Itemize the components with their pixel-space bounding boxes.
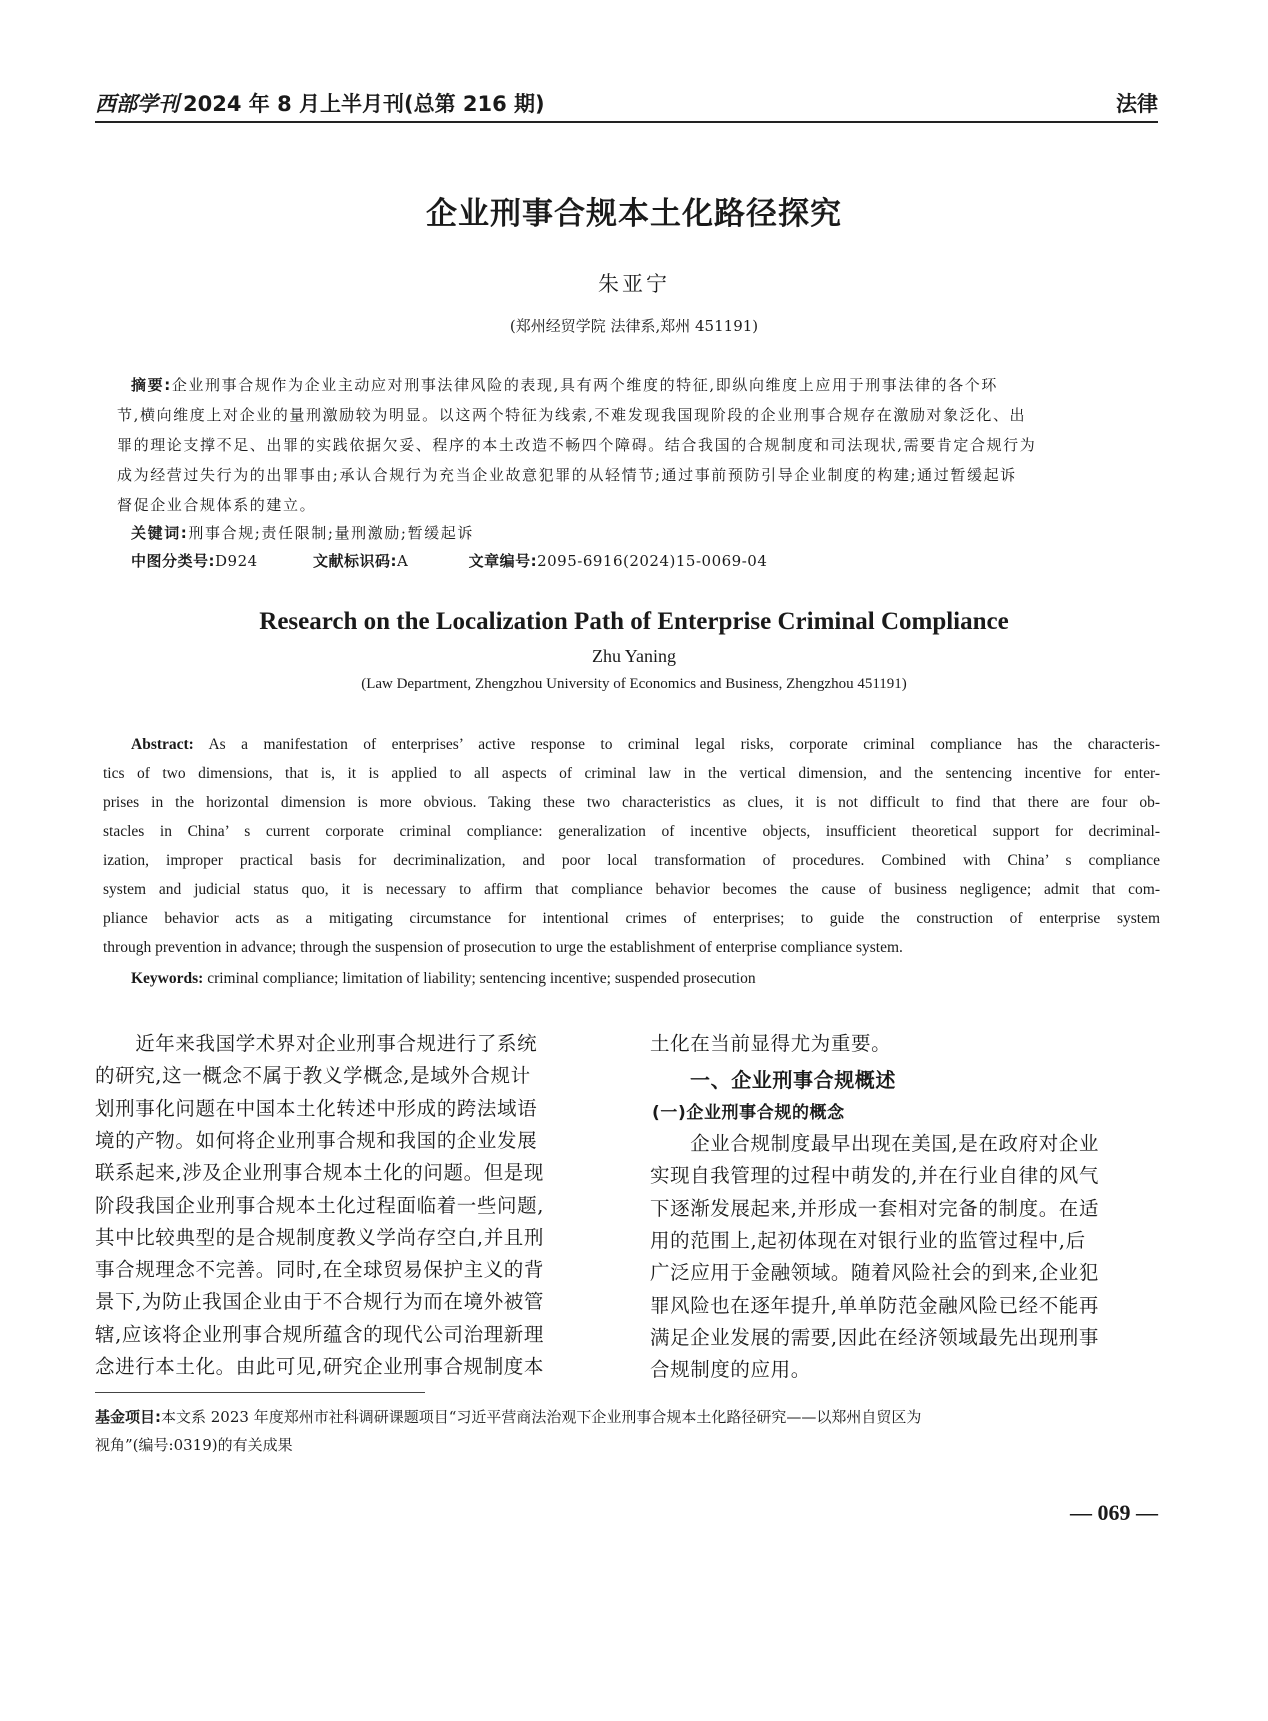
body-line: 其中比较典型的是合规制度教义学尚存空白,并且刑 xyxy=(95,1225,544,1249)
footnote-line: 视角”(编号:0319)的有关成果 xyxy=(95,1436,293,1454)
abstract-en-line: pliance behavior acts as a mitigating circumstance for intentional crimes of enterprises; to guide the construction of enterprise system xyxy=(103,910,1160,927)
abstract-zh-line: 成为经营过失行为的出罪事由;承认合规行为充当企业故意犯罪的从轻情节;通过事前预防引导企业制度的构建;通过暂缓起诉 xyxy=(117,466,1017,484)
abstract-en-line: Abstract: As a manifestation of enterprises’ active response to criminal legal risks, corporate criminal compliance has the characteris- xyxy=(131,736,1160,753)
keywords-en: Keywords: criminal compliance; limitation of liability; sentencing incentive; suspended prosecution xyxy=(131,970,756,987)
body-line: 联系起来,涉及企业刑事合规本土化的问题。但是现 xyxy=(95,1161,544,1185)
body-line: 辖,应该将企业刑事合规所蕴含的现代公司治理新理 xyxy=(95,1322,544,1346)
english-author: Zhu Yaning xyxy=(591,646,676,666)
section-heading: 一、企业刑事合规概述 xyxy=(690,1068,896,1092)
abstract-en-line: prises in the horizontal dimension is more obvious. Taking these two characteristics as clues, it is not difficult to find that there are four ob- xyxy=(103,794,1160,811)
keywords-zh: 关键词:刑事合规;责任限制;量刑激励;暂缓起诉 xyxy=(131,524,474,542)
classification-line: 中图分类号:D924 文献标识码:A 文章编号:2095-6916(2024)15-0069-04 xyxy=(131,552,768,570)
abstract-en-label: Abstract: xyxy=(131,736,194,753)
header-rule xyxy=(95,121,1158,123)
abstract-zh-line: 罪的理论支撑不足、出罪的实践依据欠妥、程序的本土改造不畅四个障碍。结合我国的合规制度和司法现状,需要肯定合规行为 xyxy=(117,436,1037,454)
body-line: 用的范围上,起初体现在对银行业的监管过程中,后 xyxy=(650,1228,1086,1252)
abstract-en-line: tics of two dimensions, that is, it is applied to all aspects of criminal law in the vertical dimension, and the sentencing incentive for enter- xyxy=(103,765,1160,782)
body-line: 罪风险也在逐年提升,单单防范金融风险已经不能再 xyxy=(650,1293,1099,1317)
affiliation: (郑州经贸学院 法律系,郑州 451191) xyxy=(509,317,759,335)
body-line: 念进行本土化。由此可见,研究企业刑事合规制度本 xyxy=(95,1355,544,1378)
body-line: 近年来我国学术界对企业刑事合规进行了系统 xyxy=(95,1032,538,1055)
abstract-en-line: through prevention in advance; through the suspension of prosecution to urge the establishment of enterprise compliance system. xyxy=(103,939,903,956)
section-label: 法律 xyxy=(1116,92,1158,116)
journal-logo: 西部学刊 xyxy=(95,91,179,116)
body-line: 下逐渐发展起来,并形成一套相对完备的制度。在适 xyxy=(650,1196,1099,1220)
body-line: 的研究,这一概念不属于教义学概念,是域外合规计 xyxy=(95,1064,531,1088)
paper-title: 企业刑事合规本土化路径探究 xyxy=(426,196,842,232)
page-number: — 069 — xyxy=(1070,1500,1158,1525)
issue-text: 2024 年 8 月上半月刊(总第 216 期) xyxy=(183,92,545,116)
subsection-heading: (一)企业刑事合规的概念 xyxy=(652,1103,845,1123)
abstract-zh-line: 摘要:企业刑事合规作为企业主动应对刑事法律风险的表现,具有两个维度的特征,即纵向维度上应用于刑事法律的各个环 xyxy=(131,376,998,394)
body-line: 土化在当前显得尤为重要。 xyxy=(650,1032,892,1055)
body-line: 事合规理念不完善。同时,在全球贸易保护主义的背 xyxy=(95,1258,544,1282)
body-line: 景下,为防止我国企业由于不合规行为而在境外被管 xyxy=(95,1290,544,1314)
body-line: 合规制度的应用。 xyxy=(650,1358,811,1382)
body-line: 境的产物。如何将企业刑事合规和我国的企业发展 xyxy=(95,1128,538,1152)
running-header-issue xyxy=(95,88,545,118)
abstract-zh-line: 督促企业合规体系的建立。 xyxy=(117,496,317,514)
abstract-zh-line: 节,横向维度上对企业的量刑激励较为明显。以这两个特征为线索,不难发现我国现阶段的企业刑事合规存在激励对象泛化、出 xyxy=(117,406,1027,424)
body-line: 广泛应用于金融领域。随着风险社会的到来,企业犯 xyxy=(650,1261,1099,1285)
abstract-en-line: ization, improper practical basis for decriminalization, and poor local transformation of procedures. Combined with China’ s compliance xyxy=(103,852,1160,869)
abstract-en-line: system and judicial status quo, it is necessary to affirm that compliance behavior becomes the cause of business negligence; admit that com- xyxy=(103,881,1160,898)
body-line: 满足企业发展的需要,因此在经济领域最先出现刑事 xyxy=(650,1325,1099,1349)
author: 朱亚宁 xyxy=(598,272,670,296)
body-line: 阶段我国企业刑事合规本土化过程面临着一些问题, xyxy=(95,1193,544,1217)
body-line: 划刑事化问题在中国本土化转述中形成的跨法域语 xyxy=(95,1096,538,1120)
abstract-en-line: stacles in China’ s current corporate criminal compliance: generalization of incentive objects, insufficient theoretical support for decriminal- xyxy=(103,823,1160,840)
footnote-line: 基金项目:本文系 2023 年度郑州市社科调研课题项目“习近平营商法治观下企业刑事合规本土化路径研究——以郑州自贸区为 xyxy=(95,1408,922,1426)
body-line: 企业合规制度最早出现在美国,是在政府对企业 xyxy=(650,1132,1099,1155)
english-title: Research on the Localization Path of Enterprise Criminal Compliance xyxy=(259,608,1009,635)
abstract-label: 摘要: xyxy=(131,376,172,394)
body-line: 实现自我管理的过程中萌发的,并在行业自律的风气 xyxy=(650,1164,1099,1188)
english-affiliation: (Law Department, Zhengzhou University of Economics and Business, Zhengzhou 451191) xyxy=(361,676,907,692)
footnote-rule xyxy=(95,1392,425,1393)
